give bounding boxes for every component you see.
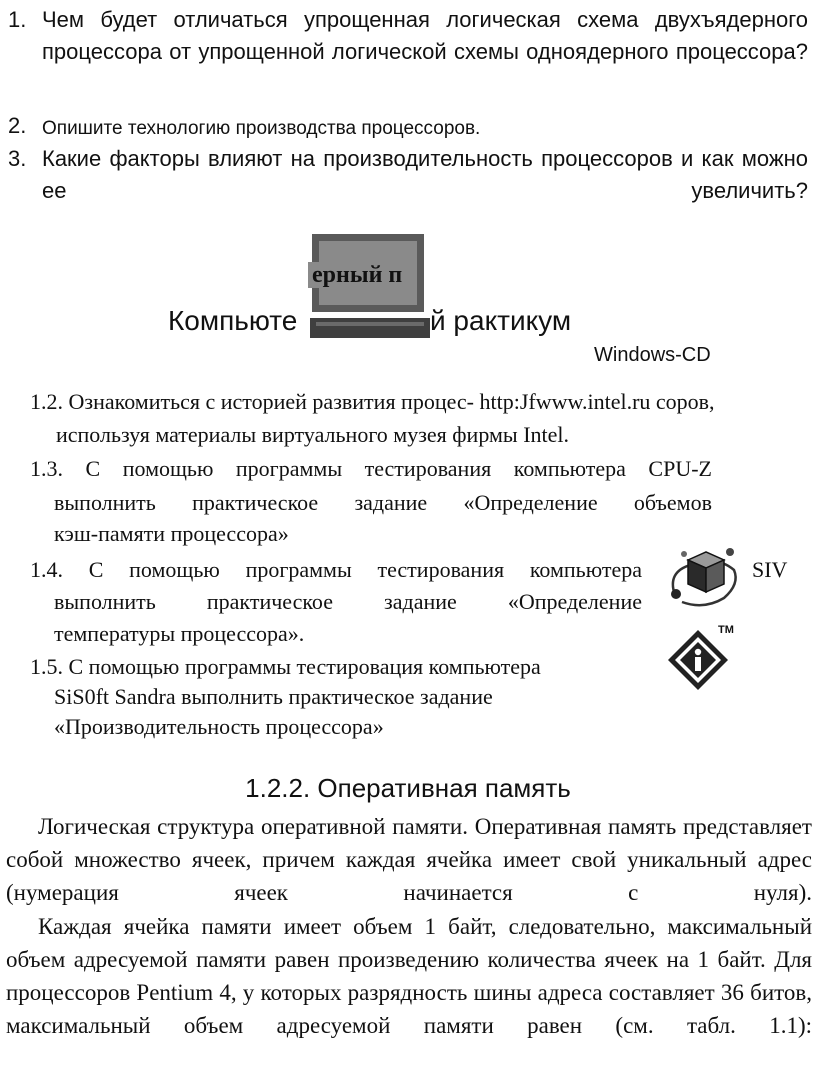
task-1-4-line-3: температуры процессора».	[54, 621, 305, 646]
section-title: 1.2.2. Оперативная память	[245, 773, 571, 803]
task-1-2-line-1: 1.2. Ознакомиться с историей развития процес- http:Jfwww.intel.ru соров,	[30, 389, 715, 414]
question-2	[8, 110, 808, 142]
task-1-5-line-1: 1.5. С помощью программы тестировация компьютера	[30, 654, 541, 679]
task-1-4-line-2: выполнить практическое задание «Определение	[54, 589, 642, 614]
logo-left-text: Компьюте	[168, 305, 298, 336]
trademark-label: TM	[718, 624, 734, 636]
question-number: 3.	[8, 146, 27, 171]
task-1-2-line-2: используя материалы виртуального музея фирмы Intel.	[56, 422, 570, 447]
network-cube-icon	[664, 540, 744, 612]
logo-right-text: й рактикум	[430, 305, 572, 336]
task-1-3-line-2: выполнить практическое задание «Определение объемов	[54, 490, 712, 515]
task-1-5-line-2: SiS0ft Sandra выполнить практическое задание	[54, 684, 493, 709]
info-diamond-icon	[666, 628, 730, 692]
question-number: 2.	[8, 113, 27, 138]
task-1-3-line-3: кэш-памяти процессора»	[54, 521, 289, 546]
task-1-4-line-1: 1.4. С помощью программы тестирования компьютера	[30, 557, 642, 582]
task-1-5-line-3: «Производительность процессора»	[54, 714, 384, 739]
question-number: 1.	[8, 7, 27, 32]
question-3	[8, 143, 808, 207]
question-1	[8, 4, 808, 100]
logo-top-text: ерный п	[308, 262, 406, 288]
question-text: Опишите технологию производства процессоров.	[42, 118, 481, 139]
windows-cd-label: Windows-CD	[594, 344, 711, 366]
question-text: Чем будет отличаться упрощенная логическая схема двухъядерного процессора от упрощенной логической схемы одноядерного процессора?	[42, 7, 808, 64]
task-1-3-line-1: 1.3. С помощью программы тестирования компьютера CPU-Z	[30, 456, 712, 481]
question-text: Какие факторы влияют на производительность процессоров и как можно ее увеличить?	[42, 146, 808, 203]
computer-practicum-logo	[160, 228, 600, 348]
paragraph-2: Каждая ячейка памяти имеет объем 1 байт, следовательно, максимальный объем адресуемой памяти равен произведению количества ячеек на 1 байт. Для процессоров Pentium 4, у которых разрядность шины адреса составляет 36 битов, максимальный объем адресуемой памяти равен (см. табл. 1.1):	[6, 914, 812, 1038]
paragraph-1: Логическая структура оперативной памяти. Оперативная память представляет собой множество ячеек, причем каждая ячейка имеет свой уникальный адрес (нумерация ячеек начинается с нуля).	[6, 814, 812, 905]
task-1-4-siv: SIV	[752, 557, 788, 582]
